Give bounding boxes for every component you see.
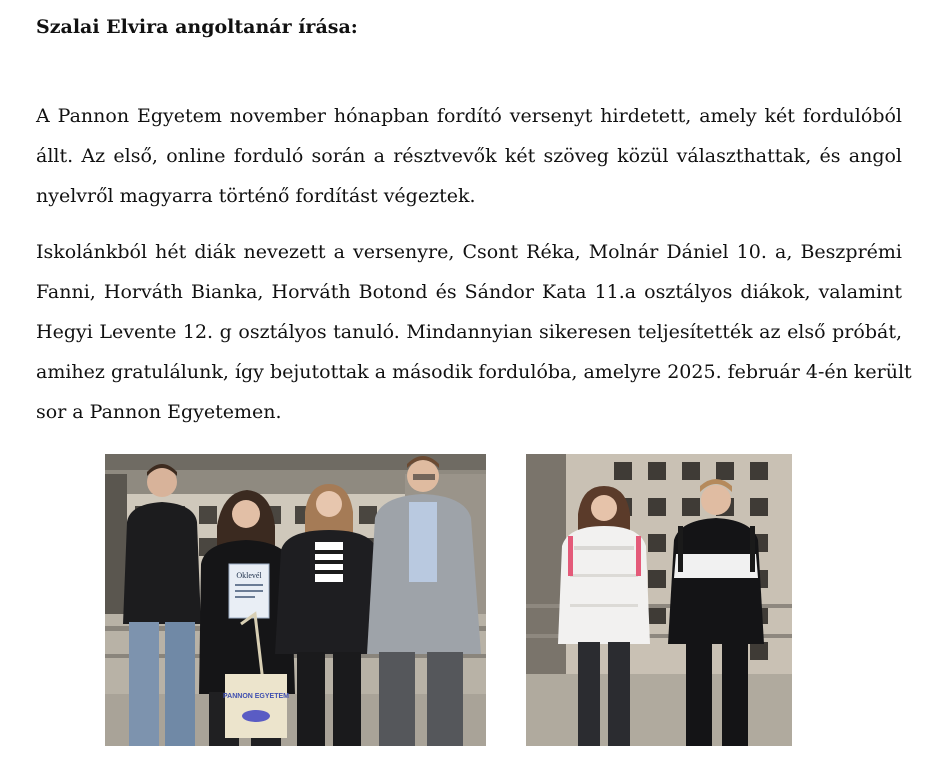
paragraph-line: A Pannon Egyetem november hónapban fordító versenyt hirdetett, amely két fordulóból <box>36 105 902 127</box>
paragraph-line: amihez gratulálunk, így bejutottak a második fordulóba, amelyre 2025. február 4-én került <box>36 361 912 383</box>
group-photo-four-students <box>105 454 486 746</box>
paragraph-line: Iskolánkból hét diák nevezett a versenyre, Csont Réka, Molnár Dániel 10. a, Beszprémi <box>36 241 902 263</box>
article-heading: Szalai Elvira angoltanár írása: <box>36 16 358 38</box>
paragraph-line: sor a Pannon Egyetemen. <box>36 401 282 423</box>
paragraph-line: nyelvről magyarra történő fordítást végeztek. <box>36 185 476 207</box>
group-photo-two-students <box>526 454 792 746</box>
paragraph-competition-intro <box>36 96 902 216</box>
paragraph-line: állt. Az első, online forduló során a résztvevők két szöveg közül választhattak, és angol <box>36 145 902 167</box>
certificate-text: Oklevél <box>236 571 262 580</box>
paragraph-line: Hegyi Levente 12. g osztályos tanuló. Mindannyian sikeresen teljesítették az első próbát, <box>36 321 902 343</box>
paragraph-participants <box>36 232 912 432</box>
tote-bag-text: PANNON EGYETEM <box>223 693 289 700</box>
paragraph-line: Fanni, Horváth Bianka, Horváth Botond és Sándor Kata 11.a osztályos diákok, valamint <box>36 281 902 303</box>
